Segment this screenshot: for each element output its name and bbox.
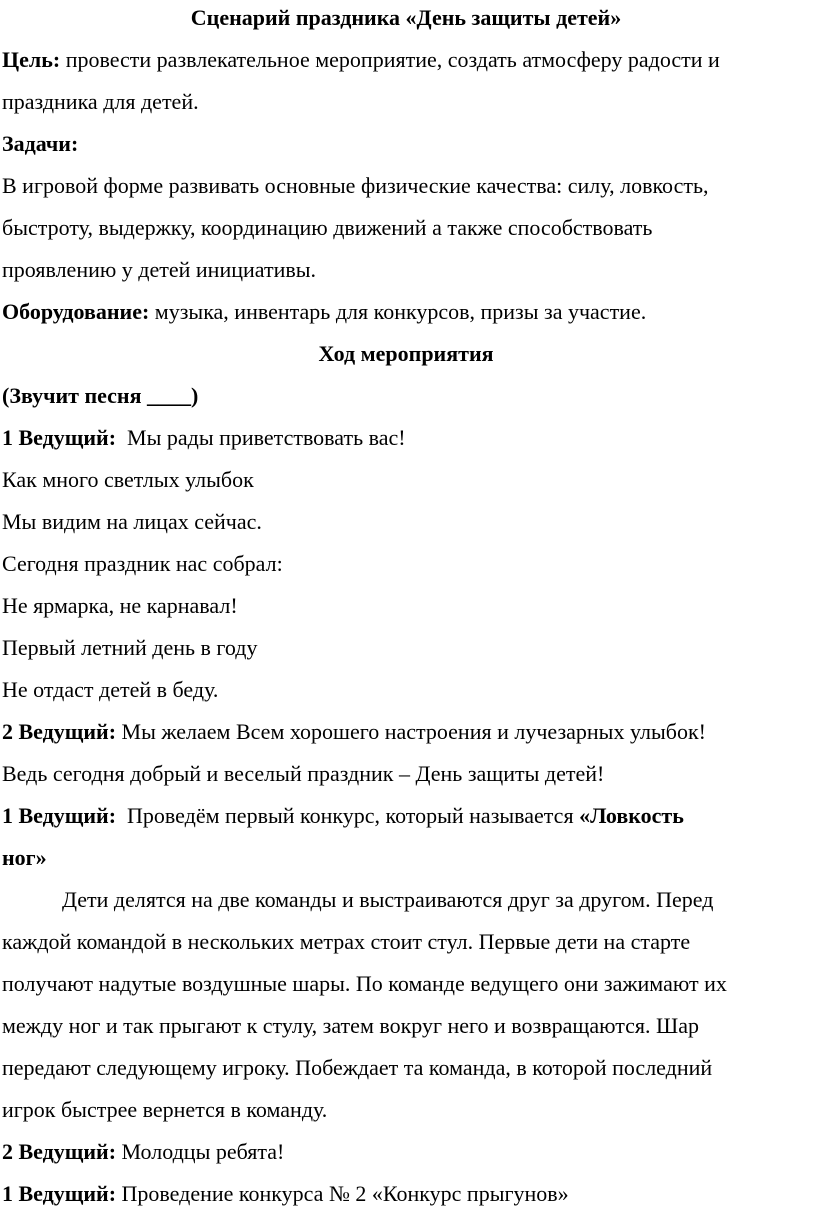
document-title: Сценарий праздника «День защиты детей»: [190, 5, 622, 30]
verse-line: Сегодня праздник нас собрал:: [2, 551, 283, 576]
host1-greeting-line: [2, 417, 810, 459]
verse-line: Как много светлых улыбок: [2, 467, 254, 492]
tasks-line: проявлению у детей инициативы.: [2, 257, 317, 282]
speaker-label: 1 Ведущий:: [2, 1181, 117, 1206]
verse-line: Мы видим на лицах сейчас.: [2, 509, 262, 534]
goal-text-1: провести развлекательное мероприятие, создать атмосферу радости и: [60, 47, 720, 72]
verse-line: Не ярмарка, не карнавал!: [2, 593, 238, 618]
contest1-description-line: игрок быстрее вернется в команду.: [2, 1097, 328, 1122]
goal-label: Цель:: [2, 47, 61, 72]
speaker-label: 1 Ведущий:: [2, 425, 117, 450]
contest1-name: «Ловкость: [579, 803, 684, 828]
host1-contest1-text: Проведём первый конкурс, который называется: [116, 803, 580, 828]
host1-greeting-text: Мы рады приветствовать вас!: [116, 425, 406, 450]
host1-contest1-line: [2, 795, 810, 837]
host2-wishes-text-1: Мы желаем Всем хорошего настроения и лучезарных улыбок!: [116, 719, 706, 744]
host2-wishes-line-2: Ведь сегодня добрый и веселый праздник – День защиты детей!: [2, 761, 605, 786]
contest1-description-line: получают надутые воздушные шары. По команде ведущего они зажимают их: [2, 971, 727, 996]
host1-contest2-line: [2, 1173, 810, 1215]
equipment-line: [2, 291, 810, 333]
host1-contest2-text: Проведение конкурса № 2 «Конкурс прыгунов»: [116, 1181, 569, 1206]
section-heading: Ход мероприятия: [318, 341, 494, 366]
contest1-description-line: между ног и так прыгают к стулу, затем вокруг него и возвращаются. Шар: [2, 1013, 699, 1038]
contest1-description-line: передают следующему игроку. Побеждает та команда, в которой последний: [2, 1055, 713, 1080]
goal-line-1: [2, 39, 810, 81]
tasks-label: Задачи:: [2, 131, 79, 156]
tasks-line: быстроту, выдержку, координацию движений а также способствовать: [2, 215, 653, 240]
speaker-label: 1 Ведущий:: [2, 803, 117, 828]
goal-line-2: праздника для детей.: [2, 89, 199, 114]
song-cue: (Звучит песня ____): [2, 383, 199, 408]
contest1-name-continued: ног»: [2, 845, 47, 870]
host2-wishes-line-1: [2, 711, 810, 753]
speaker-label: 2 Ведущий:: [2, 1139, 117, 1164]
speaker-label: 2 Ведущий:: [2, 719, 117, 744]
contest1-description-line: каждой командой в нескольких метрах стоит стул. Первые дети на старте: [2, 929, 691, 954]
tasks-line: В игровой форме развивать основные физические качества: силу, ловкость,: [2, 173, 709, 198]
verse-line: Первый летний день в году: [2, 635, 258, 660]
host2-praise-line: [2, 1131, 810, 1173]
verse-line: Не отдаст детей в беду.: [2, 677, 219, 702]
equipment-text: музыка, инвентарь для конкурсов, призы за участие.: [149, 299, 647, 324]
host2-praise-text: Молодцы ребята!: [116, 1139, 285, 1164]
contest1-description-line: Дети делятся на две команды и выстраиваются друг за другом. Перед: [62, 887, 714, 912]
equipment-label: Оборудование:: [2, 299, 150, 324]
